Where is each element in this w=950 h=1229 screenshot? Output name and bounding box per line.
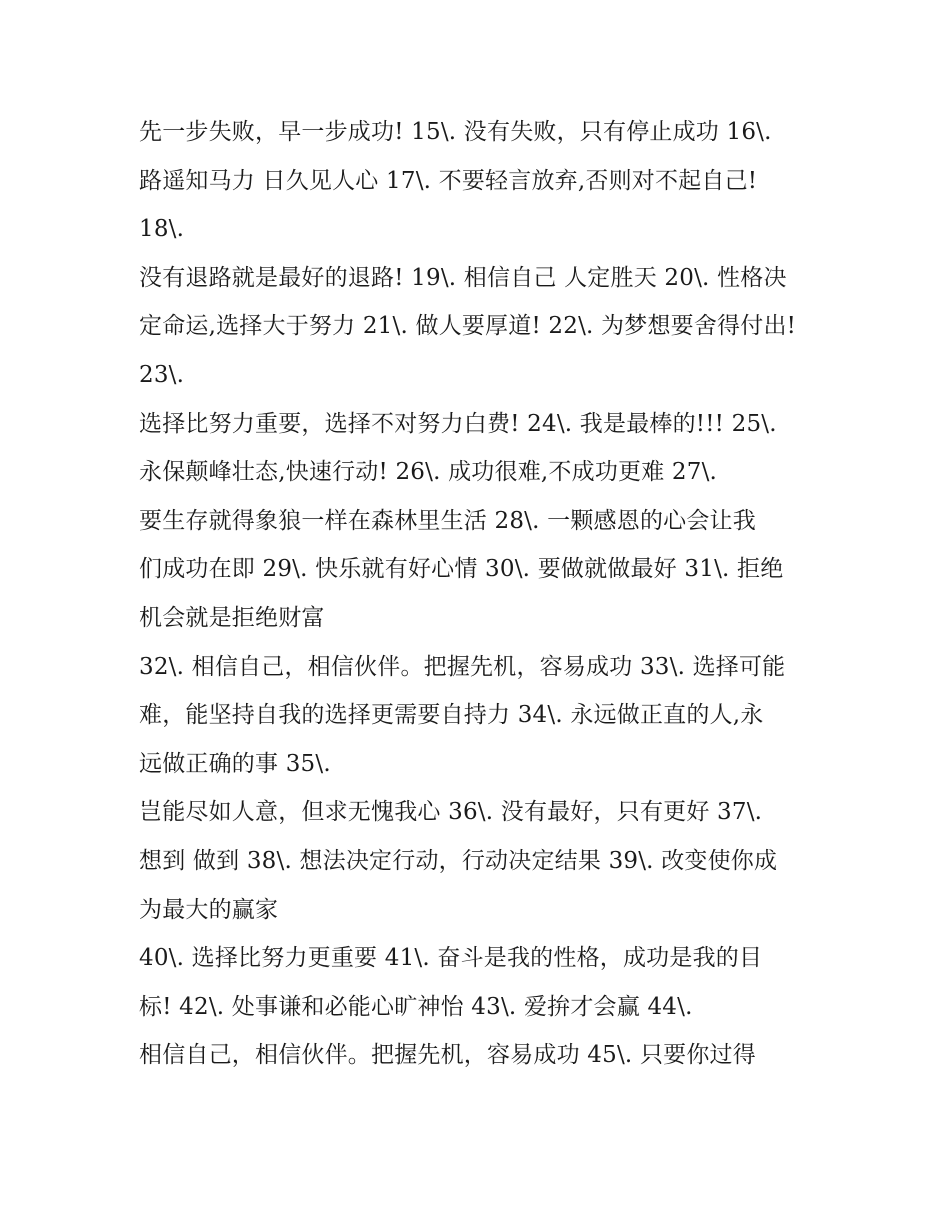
text-line: 路遥知马力 日久见人心 17\. 不要轻言放弃,否则对不起自己! [139,167,758,194]
text-line: 标! 42\. 处事谦和必能心旷神怡 43\. 爱拚才会赢 44\. [139,993,693,1020]
text-line: 机会就是拒绝财富 [139,604,325,631]
text-line: 们成功在即 29\. 快乐就有好心情 30\. 要做就做最好 31\. 拒绝 [139,556,784,583]
text-line: 为最大的赢家 [139,896,279,923]
text-line: 远做正确的事 35\. [139,750,331,777]
text-line: 32\. 相信自己，相信伙伴。把握先机，容易成功 33\. 选择可能 [139,653,786,680]
text-line: 23\. [139,361,185,388]
text-line: 18\. [139,216,185,243]
text-line: 定命运,选择大于努力 21\. 做人要厚道! 22\. 为梦想要舍得付出! [139,313,797,340]
text-line: 先一步失败，早一步成功! 15\. 没有失败，只有停止成功 16\. [139,119,772,145]
text-line: 永保颠峰壮态,快速行动! 26\. 成功很难,不成功更难 27\. [139,459,718,486]
text-line: 想到 做到 38\. 想法决定行动，行动决定结果 39\. 改变使你成 [139,847,778,874]
text-line: 要生存就得象狼一样在森林里生活 28\. 一颗感恩的心会让我 [139,507,756,534]
text-line: 岂能尽如人意，但求无愧我心 36\. 没有最好，只有更好 37\. [139,799,763,826]
text-line: 难，能坚持自我的选择更需要自持力 34\. 永远做正直的人,永 [139,702,764,729]
text-line: 相信自己，相信伙伴。把握先机，容易成功 45\. 只要你过得 [139,1042,756,1069]
document-body [139,108,829,1080]
text-line: 40\. 选择比努力更重要 41\. 奋斗是我的性格，成功是我的目 [139,945,763,972]
text-line: 选择比努力重要，选择不对努力白费! 24\. 我是最棒的!!! 25\. [139,410,777,437]
text-line: 没有退路就是最好的退路! 19\. 相信自己 人定胜天 20\. 性格决 [139,264,787,291]
